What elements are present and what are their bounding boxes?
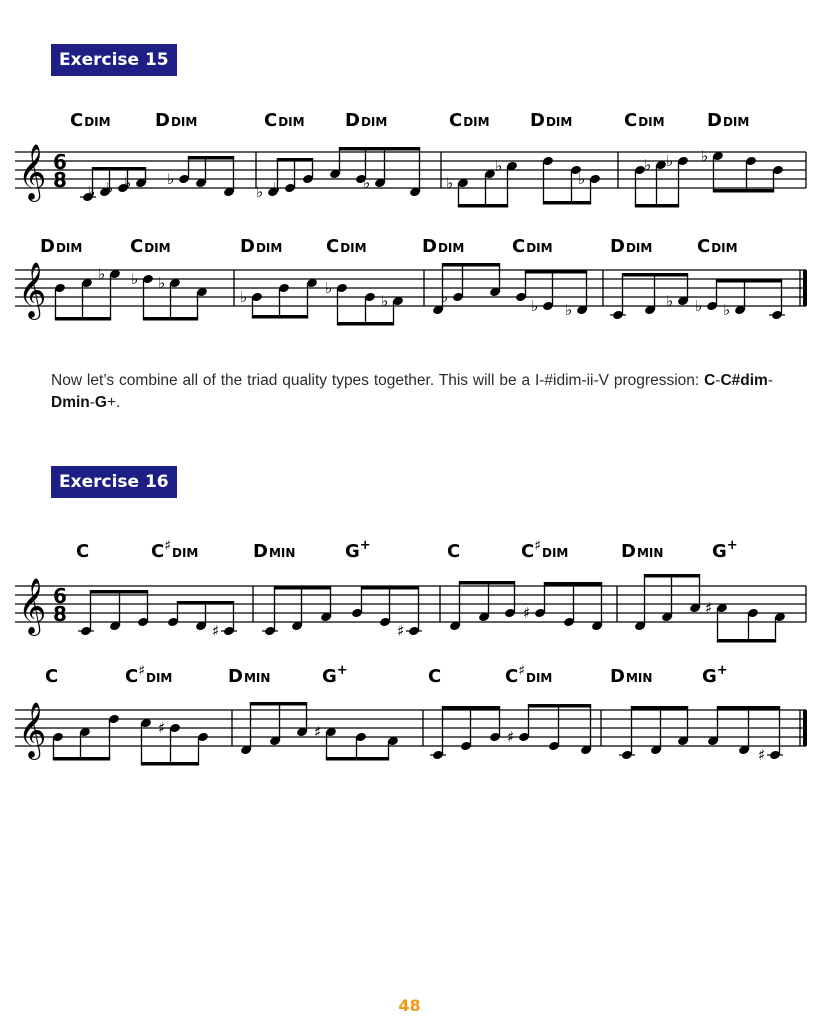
staff bbox=[15, 702, 807, 760]
exercise-15-label: Exercise 15 bbox=[51, 44, 177, 76]
note-group bbox=[325, 279, 404, 326]
flat-icon: ♭ bbox=[666, 292, 674, 310]
intro-paragraph bbox=[51, 370, 773, 414]
beam bbox=[525, 270, 587, 274]
flat-icon: ♭ bbox=[273, 179, 281, 197]
chord-symbol: DDIM bbox=[155, 110, 198, 131]
chord-symbol: C bbox=[428, 666, 442, 687]
chord-symbol: DMIN bbox=[621, 541, 664, 562]
flat-icon: ♭ bbox=[531, 297, 539, 315]
beam bbox=[141, 762, 199, 766]
beam bbox=[326, 757, 389, 761]
beam bbox=[55, 317, 111, 321]
sharp-icon: ♯ bbox=[523, 604, 531, 622]
chord-symbol: $C♯_{DIM}$ bbox=[505, 663, 553, 687]
flat-icon: ♭ bbox=[88, 183, 96, 201]
flat-icon: ♭ bbox=[565, 301, 573, 319]
progression-part: C#dim bbox=[720, 372, 768, 389]
beam bbox=[53, 757, 110, 761]
note-group bbox=[449, 581, 516, 631]
time-signature-top: 6 bbox=[53, 584, 67, 608]
sharp-icon: ♯ bbox=[212, 622, 220, 640]
flat-icon: ♭ bbox=[106, 179, 114, 197]
chord-symbol: C bbox=[45, 666, 59, 687]
treble-clef-icon: 𝄞 bbox=[18, 262, 47, 318]
chord-symbol: DMIN bbox=[228, 666, 271, 687]
beam bbox=[277, 158, 313, 162]
beam bbox=[459, 581, 515, 585]
flat-icon: ♭ bbox=[723, 301, 731, 319]
beam bbox=[717, 639, 776, 643]
beam bbox=[544, 582, 602, 586]
chord-symbol: DDIM bbox=[422, 236, 465, 257]
note-group bbox=[240, 278, 318, 319]
beam bbox=[631, 706, 688, 710]
progression-part: - bbox=[89, 394, 95, 411]
chord-symbol: DDIM bbox=[40, 236, 83, 257]
exercise-15-score bbox=[0, 100, 819, 330]
note-group bbox=[446, 157, 518, 208]
treble-clef-icon: 𝄞 bbox=[18, 144, 47, 200]
note-group bbox=[432, 263, 501, 315]
beam bbox=[717, 706, 780, 710]
note-group bbox=[314, 723, 399, 761]
chord-symbol: CDIM bbox=[264, 110, 305, 131]
note-group bbox=[430, 706, 501, 760]
progression-part: Dmin bbox=[51, 394, 90, 411]
progression-part: C bbox=[704, 372, 716, 389]
beam bbox=[90, 590, 148, 594]
progression-part: - bbox=[715, 372, 721, 389]
sharp-icon: ♯ bbox=[758, 746, 766, 764]
flat-icon: ♭ bbox=[363, 174, 371, 192]
chord-symbol: CDIM bbox=[326, 236, 367, 257]
beam bbox=[442, 706, 500, 710]
flat-icon: ♭ bbox=[446, 174, 454, 192]
flat-icon: ♭ bbox=[495, 157, 503, 175]
beam bbox=[644, 574, 700, 578]
exercise-16-score bbox=[0, 530, 819, 770]
final-bar-thick bbox=[803, 270, 807, 306]
chord-symbol: DMIN bbox=[610, 666, 653, 687]
beam bbox=[337, 322, 394, 326]
beam bbox=[143, 317, 198, 321]
note-group bbox=[634, 152, 689, 208]
flat-icon: ♭ bbox=[124, 174, 132, 192]
chord-symbol: $C♯_{DIM}$ bbox=[125, 663, 173, 687]
chord-symbol: G+ bbox=[702, 663, 728, 687]
beam bbox=[177, 601, 234, 605]
beam bbox=[716, 279, 782, 283]
note-group bbox=[634, 574, 701, 631]
flat-icon: ♭ bbox=[695, 297, 703, 315]
beam bbox=[458, 204, 508, 208]
note-group bbox=[80, 167, 147, 202]
sharp-icon: ♯ bbox=[314, 723, 322, 741]
note-group bbox=[507, 704, 592, 755]
note-group bbox=[695, 279, 785, 320]
beam bbox=[274, 586, 331, 590]
beam bbox=[622, 273, 688, 277]
chord-symbol: C bbox=[447, 541, 461, 562]
intro-text: Now let’s combine all of the triad quality types together. This will be a I-#idim-ii-V progression: bbox=[51, 372, 705, 389]
beam bbox=[339, 147, 420, 151]
note-group bbox=[167, 156, 235, 197]
sharp-icon: ♯ bbox=[158, 719, 166, 737]
page-number: 48 bbox=[398, 996, 421, 1015]
sharp-icon: ♯ bbox=[397, 622, 405, 640]
beam bbox=[92, 167, 146, 171]
time-signature-top: 6 bbox=[53, 150, 67, 174]
chord-symbol: DDIM bbox=[610, 236, 653, 257]
beam bbox=[543, 201, 591, 205]
treble-clef-icon: 𝄞 bbox=[18, 702, 47, 758]
time-signature-bottom: 8 bbox=[53, 168, 67, 192]
beam bbox=[635, 204, 679, 208]
note-group bbox=[329, 147, 421, 197]
flat-icon: ♭ bbox=[701, 147, 709, 165]
note-group bbox=[140, 718, 209, 766]
chord-symbol: CDIM bbox=[70, 110, 111, 131]
note-group bbox=[542, 156, 601, 205]
chord-symbol: G+ bbox=[712, 538, 738, 562]
beam bbox=[361, 586, 419, 590]
beam bbox=[250, 702, 307, 706]
time-signature-bottom: 8 bbox=[53, 602, 67, 626]
progression-part: +. bbox=[106, 394, 121, 411]
note-group bbox=[707, 706, 783, 764]
chord-symbol: $C♯_{DIM}$ bbox=[521, 538, 569, 562]
chord-symbol: G+ bbox=[345, 538, 371, 562]
flat-icon: ♭ bbox=[131, 270, 139, 288]
chord-symbol: CDIM bbox=[449, 110, 490, 131]
note-group bbox=[262, 586, 332, 636]
beam bbox=[188, 156, 234, 160]
flat-icon: ♭ bbox=[441, 288, 449, 306]
chord-symbol: CDIM bbox=[697, 236, 738, 257]
flat-icon: ♭ bbox=[158, 274, 166, 292]
sharp-icon: ♯ bbox=[507, 728, 515, 746]
flat-icon: ♭ bbox=[644, 156, 652, 174]
final-bar-thick bbox=[803, 710, 807, 746]
flat-icon: ♭ bbox=[578, 170, 586, 188]
chord-symbol: CDIM bbox=[624, 110, 665, 131]
beam bbox=[442, 263, 500, 267]
flat-icon: ♭ bbox=[167, 170, 175, 188]
progression-part: G bbox=[94, 394, 107, 411]
chord-symbol: CDIM bbox=[130, 236, 171, 257]
treble-clef-icon: 𝄞 bbox=[18, 578, 47, 634]
chord-symbol: DDIM bbox=[240, 236, 283, 257]
note-group bbox=[131, 270, 208, 321]
sharp-icon: ♯ bbox=[705, 599, 713, 617]
note-group bbox=[619, 706, 689, 760]
flat-icon: ♭ bbox=[256, 183, 264, 201]
chord-symbol: $C♯_{DIM}$ bbox=[151, 538, 199, 562]
flat-icon: ♭ bbox=[325, 279, 333, 297]
chord-symbol: DMIN bbox=[253, 541, 296, 562]
note-group bbox=[705, 599, 786, 643]
exercise-16-label: Exercise 16 bbox=[51, 466, 177, 498]
chord-symbol: CDIM bbox=[512, 236, 553, 257]
note-group bbox=[515, 270, 588, 319]
beam bbox=[252, 315, 308, 319]
note-group bbox=[523, 582, 603, 631]
progression-part: - bbox=[767, 372, 773, 389]
chord-symbol: C bbox=[76, 541, 90, 562]
flat-icon: ♭ bbox=[240, 288, 248, 306]
note-group bbox=[54, 265, 121, 321]
beam bbox=[528, 704, 591, 708]
chord-symbol: DDIM bbox=[530, 110, 573, 131]
beam bbox=[713, 189, 774, 193]
chord-symbol: DDIM bbox=[345, 110, 388, 131]
chord-symbol: DDIM bbox=[707, 110, 750, 131]
note-group bbox=[167, 601, 237, 640]
flat-icon: ♭ bbox=[666, 152, 674, 170]
flat-icon: ♭ bbox=[381, 292, 389, 310]
chord-symbol: G+ bbox=[322, 663, 348, 687]
flat-icon: ♭ bbox=[98, 265, 106, 283]
